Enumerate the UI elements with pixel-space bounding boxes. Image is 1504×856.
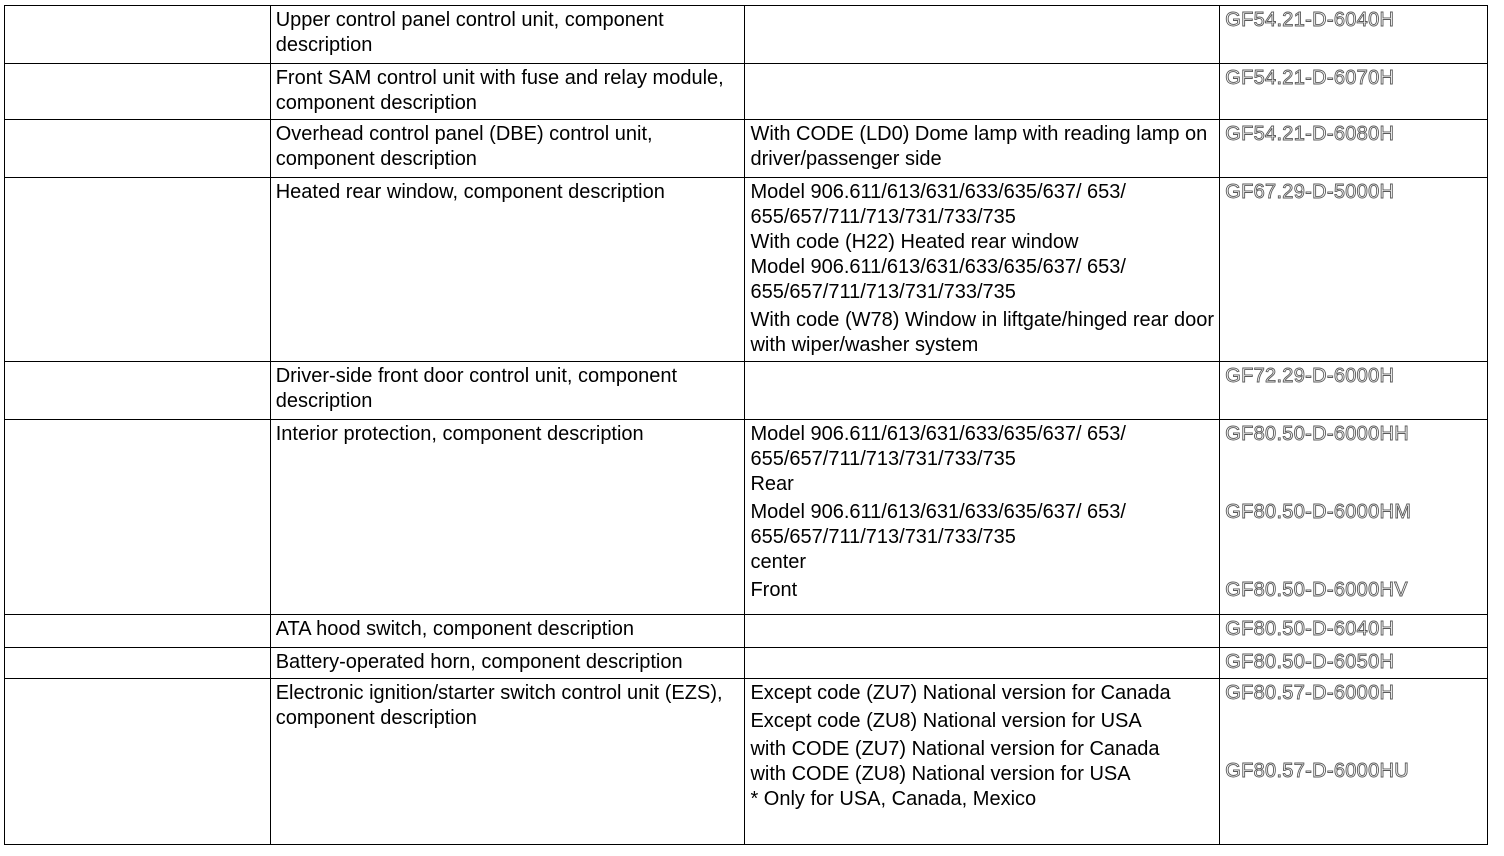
spacer xyxy=(1225,472,1482,497)
component-description xyxy=(270,362,745,420)
document-reference-link[interactable]: GF72.29-D-6000H xyxy=(1225,365,1395,387)
table-row xyxy=(5,679,1488,845)
condition-cell xyxy=(745,679,1220,845)
component-reference-table xyxy=(4,5,1488,845)
condition-cell xyxy=(745,120,1220,178)
description-text: Interior protection, component description xyxy=(275,423,644,445)
condition-cell xyxy=(745,615,1220,648)
reference-cell xyxy=(1220,64,1488,120)
description-text: Front SAM control unit with fuse and relay module, component description xyxy=(275,67,724,114)
empty-cell xyxy=(5,420,271,615)
condition-text: * Only for USA, Canada, Mexico xyxy=(750,788,1037,810)
table-row xyxy=(5,6,1488,64)
empty-cell xyxy=(5,6,271,64)
document-reference-link[interactable]: GF80.50-D-6000HH xyxy=(1225,423,1409,445)
condition-text: With CODE (LD0) Dome lamp with reading lamp on driver/passenger side xyxy=(750,123,1208,170)
empty-cell xyxy=(5,648,271,679)
component-description xyxy=(270,64,745,120)
empty-cell xyxy=(5,679,271,845)
component-description xyxy=(270,615,745,648)
empty-cell xyxy=(5,178,271,362)
empty-cell xyxy=(5,362,271,420)
spacer xyxy=(1225,550,1482,575)
spacer xyxy=(1225,447,1482,472)
document-reference-link[interactable]: GF54.21-D-6070H xyxy=(1225,67,1395,89)
component-description xyxy=(270,6,745,64)
document-reference-link[interactable]: GF80.57-D-6000HU xyxy=(1225,760,1409,782)
table-row xyxy=(5,648,1488,679)
document-reference-link[interactable]: GF80.50-D-6000HV xyxy=(1225,579,1408,601)
component-description xyxy=(270,420,745,615)
spacer xyxy=(1225,706,1482,731)
condition-text: With code (H22) Heated rear window xyxy=(750,231,1079,253)
condition-text: Except code (ZU8) National version for USA xyxy=(750,710,1142,732)
reference-cell xyxy=(1220,362,1488,420)
document-reference-link[interactable]: GF80.50-D-6050H xyxy=(1225,651,1395,673)
condition-text: With code (W78) Window in liftgate/hinged rear door with wiper/washer system xyxy=(750,309,1215,356)
document-reference-link[interactable]: GF54.21-D-6040H xyxy=(1225,9,1395,31)
condition-text: Except code (ZU7) National version for Canada xyxy=(750,682,1171,704)
document-reference-link[interactable]: GF80.50-D-6000HM xyxy=(1225,501,1412,523)
table-row xyxy=(5,362,1488,420)
description-text: Driver-side front door control unit, component description xyxy=(275,365,678,412)
reference-cell xyxy=(1220,6,1488,64)
condition-text: Model 906.611/613/631/633/635/637/ 653/ 655/657/711/713/731/733/735 xyxy=(750,181,1126,228)
condition-text: with CODE (ZU8) National version for USA xyxy=(750,763,1131,785)
description-text: Overhead control panel (DBE) control unit, component description xyxy=(275,123,653,170)
condition-text: Model 906.611/613/631/633/635/637/ 653/ 655/657/711/713/731/733/735 xyxy=(750,423,1126,470)
reference-cell xyxy=(1220,420,1488,615)
reference-cell xyxy=(1220,679,1488,845)
description-text: Heated rear window, component description xyxy=(275,181,665,203)
document-reference-link[interactable]: GF80.57-D-6000H xyxy=(1225,682,1395,704)
component-description xyxy=(270,178,745,362)
condition-cell xyxy=(745,6,1220,64)
condition-text: Rear xyxy=(750,473,794,495)
component-description xyxy=(270,120,745,178)
condition-text: Front xyxy=(750,579,798,601)
description-text: ATA hood switch, component description xyxy=(275,618,635,640)
reference-cell xyxy=(1220,120,1488,178)
reference-cell xyxy=(1220,178,1488,362)
table-row xyxy=(5,615,1488,648)
spacer xyxy=(1225,525,1482,550)
description-text: Upper control panel control unit, component description xyxy=(275,9,664,56)
description-text: Battery-operated horn, component description xyxy=(275,651,683,673)
condition-cell xyxy=(745,178,1220,362)
empty-cell xyxy=(5,120,271,178)
description-text: Electronic ignition/starter switch control unit (EZS), component description xyxy=(275,682,723,729)
condition-cell xyxy=(745,362,1220,420)
table-row xyxy=(5,120,1488,178)
condition-text: Model 906.611/613/631/633/635/637/ 653/ 655/657/711/713/731/733/735 xyxy=(750,501,1126,548)
component-description xyxy=(270,679,745,845)
condition-cell xyxy=(745,648,1220,679)
spacer xyxy=(1225,731,1482,756)
reference-cell xyxy=(1220,615,1488,648)
document-reference-link[interactable]: GF54.21-D-6080H xyxy=(1225,123,1395,145)
condition-text: Model 906.611/613/631/633/635/637/ 653/ 655/657/711/713/731/733/735 xyxy=(750,256,1126,303)
table-row xyxy=(5,64,1488,120)
component-description xyxy=(270,648,745,679)
document-reference-link[interactable]: GF67.29-D-5000H xyxy=(1225,181,1395,203)
condition-cell xyxy=(745,420,1220,615)
document-reference-link[interactable]: GF80.50-D-6040H xyxy=(1225,618,1395,640)
condition-text: with CODE (ZU7) National version for Canada xyxy=(750,738,1160,760)
empty-cell xyxy=(5,615,271,648)
empty-cell xyxy=(5,64,271,120)
table-row xyxy=(5,420,1488,615)
table-row xyxy=(5,178,1488,362)
condition-text: center xyxy=(750,551,807,573)
condition-cell xyxy=(745,64,1220,120)
reference-cell xyxy=(1220,648,1488,679)
